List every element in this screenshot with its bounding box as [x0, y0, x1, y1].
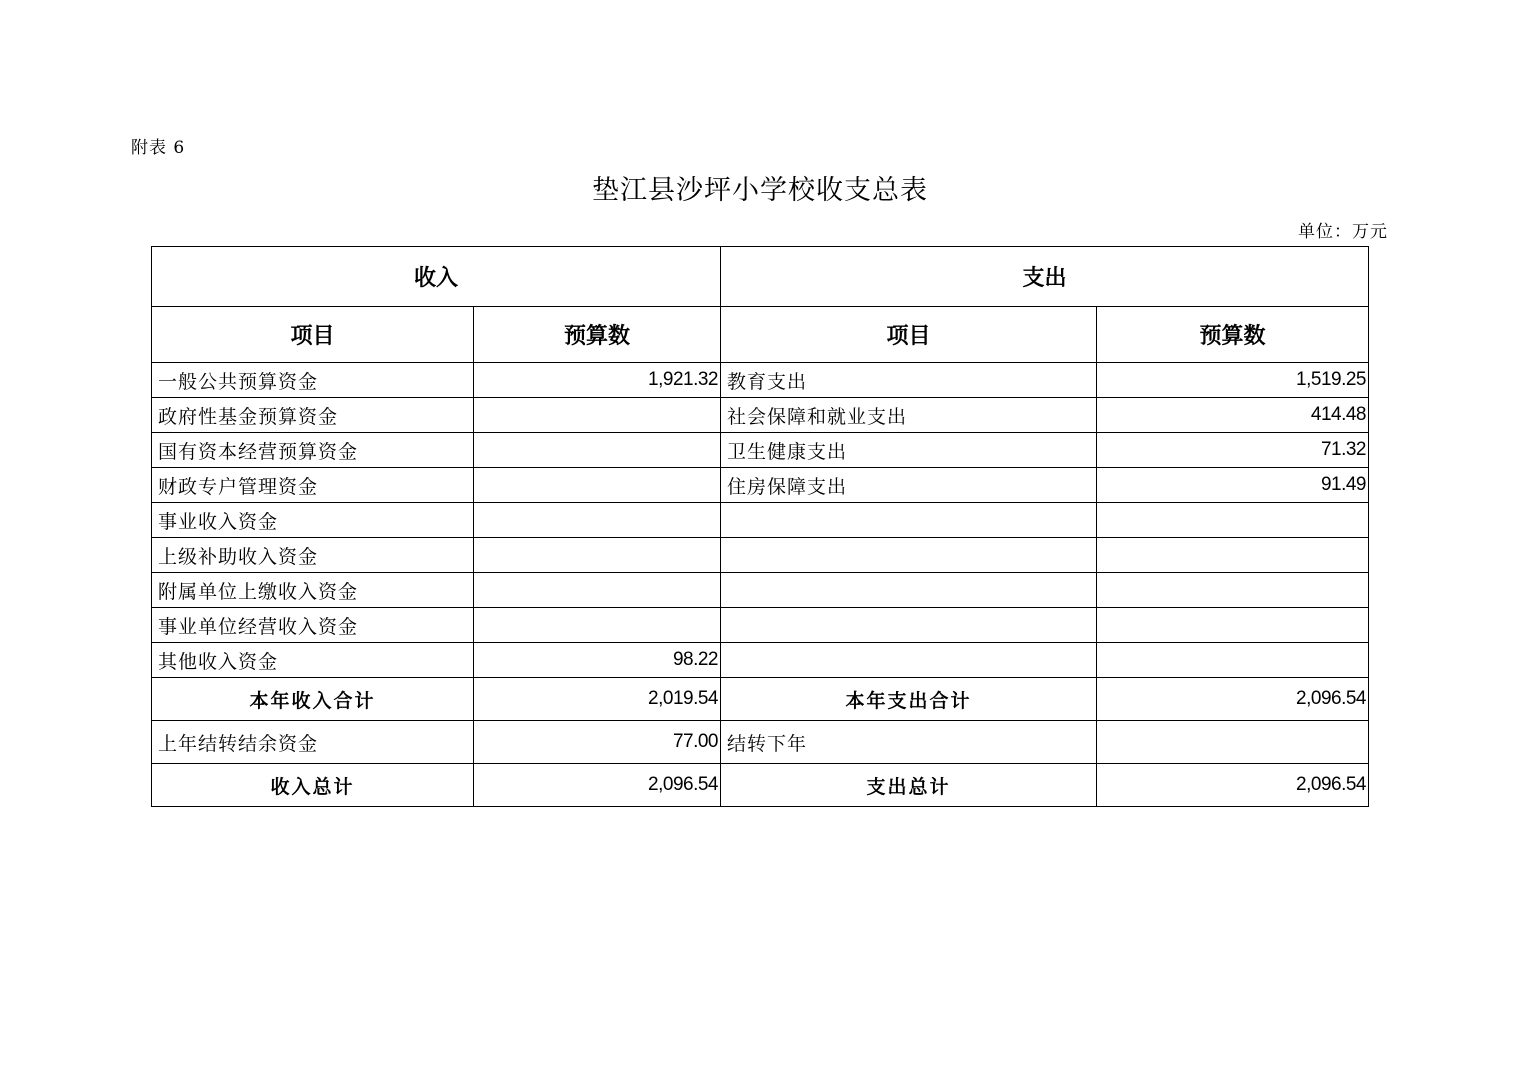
expense-value: 71.32	[1097, 433, 1369, 468]
expense-item	[721, 608, 1097, 643]
expense-item: 卫生健康支出	[721, 433, 1097, 468]
table-row	[152, 468, 1369, 503]
expense-item: 社会保障和就业支出	[721, 398, 1097, 433]
income-item: 事业单位经营收入资金	[152, 608, 474, 643]
carry-over-income-value: 77.00	[474, 721, 721, 764]
income-item: 其他收入资金	[152, 643, 474, 678]
expense-item	[721, 573, 1097, 608]
expense-value: 414.48	[1097, 398, 1369, 433]
carry-row	[152, 721, 1369, 764]
income-item-column-header: 项目	[152, 307, 474, 363]
income-item: 财政专户管理资金	[152, 468, 474, 503]
carry-forward-expense-value	[1097, 721, 1369, 764]
expense-item	[721, 538, 1097, 573]
expense-value	[1097, 538, 1369, 573]
carry-forward-expense-label: 结转下年	[721, 721, 1097, 764]
income-item: 附属单位上缴收入资金	[152, 573, 474, 608]
table-row	[152, 573, 1369, 608]
table-row	[152, 608, 1369, 643]
carry-over-income-label: 上年结转结余资金	[152, 721, 474, 764]
expense-value: 91.49	[1097, 468, 1369, 503]
expense-value	[1097, 643, 1369, 678]
expense-item	[721, 503, 1097, 538]
expense-grand-total-label: 支出总计	[721, 764, 1097, 807]
income-item: 政府性基金预算资金	[152, 398, 474, 433]
income-item: 国有资本经营预算资金	[152, 433, 474, 468]
table-row	[152, 503, 1369, 538]
section-header-row	[152, 247, 1369, 307]
expense-budget-column-header: 预算数	[1097, 307, 1369, 363]
income-grand-total-label: 收入总计	[152, 764, 474, 807]
expense-value: 1,519.25	[1097, 363, 1369, 398]
income-value	[474, 573, 721, 608]
income-item: 上级补助收入资金	[152, 538, 474, 573]
expense-item	[721, 643, 1097, 678]
income-value	[474, 503, 721, 538]
table-row	[152, 398, 1369, 433]
table-row	[152, 433, 1369, 468]
expense-value	[1097, 503, 1369, 538]
expense-year-total-value: 2,096.54	[1097, 678, 1369, 721]
expense-value	[1097, 573, 1369, 608]
table-row	[152, 363, 1369, 398]
income-year-total-label: 本年收入合计	[152, 678, 474, 721]
page-title: 垫江县沙坪小学校收支总表	[592, 175, 928, 206]
expense-grand-total-value: 2,096.54	[1097, 764, 1369, 807]
income-item: 事业收入资金	[152, 503, 474, 538]
expense-section-header: 支出	[721, 247, 1369, 307]
income-value	[474, 538, 721, 573]
income-value	[474, 398, 721, 433]
unit-label: 单位：万元	[1298, 222, 1388, 242]
grand-total-row	[152, 764, 1369, 807]
income-value	[474, 608, 721, 643]
year-total-row	[152, 678, 1369, 721]
expense-year-total-label: 本年支出合计	[721, 678, 1097, 721]
income-year-total-value: 2,019.54	[474, 678, 721, 721]
expense-item-column-header: 项目	[721, 307, 1097, 363]
income-item: 一般公共预算资金	[152, 363, 474, 398]
expense-value	[1097, 608, 1369, 643]
expense-item: 教育支出	[721, 363, 1097, 398]
table-row	[152, 643, 1369, 678]
income-budget-column-header: 预算数	[474, 307, 721, 363]
income-value: 98.22	[474, 643, 721, 678]
column-header-row	[152, 307, 1369, 363]
income-value: 1,921.32	[474, 363, 721, 398]
table-row	[152, 538, 1369, 573]
budget-table	[151, 246, 1369, 807]
income-section-header: 收入	[152, 247, 721, 307]
annex-label: 附表 6	[131, 138, 186, 158]
income-value	[474, 433, 721, 468]
expense-item: 住房保障支出	[721, 468, 1097, 503]
income-grand-total-value: 2,096.54	[474, 764, 721, 807]
income-value	[474, 468, 721, 503]
